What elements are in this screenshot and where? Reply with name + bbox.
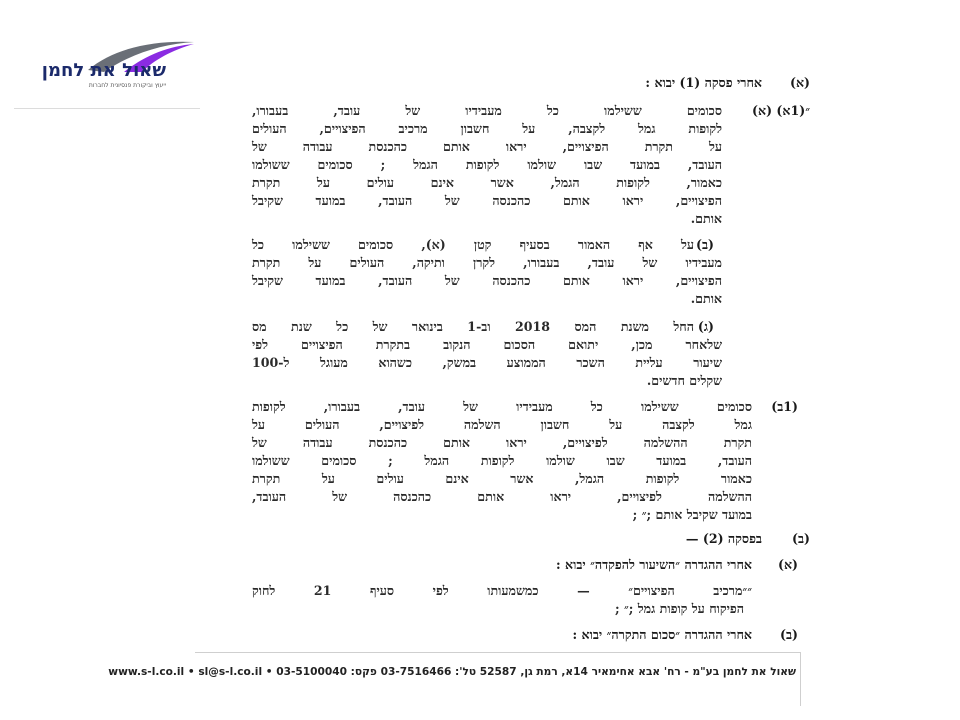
paragraph-line: החל משנת המס 2018 וב-1 בינואר של כל שנת מס [252, 319, 694, 334]
paragraph-line: העובד, במועד שבו שולמו לקופות הגמל ; סכומים ששולמו [252, 157, 722, 172]
paragraph-line: לקופות גמל לקצבה, על חשבון מרכיב הפיצויים, העולים [252, 121, 722, 136]
paragraph-line: על תקרת הפיצויים, יראו אותם כהכנסת עבודה של [252, 139, 722, 154]
paragraph-line: הפיצויים, יראו אותם כהכנסה של העובד, במועד שקיבל [252, 193, 722, 208]
logo-name: שאול את לחמן [41, 60, 166, 81]
paragraph-line: הפיצויים, יראו אותם כהכנסה של העובד, במועד שקיבל [252, 273, 722, 288]
legal-text-page [250, 70, 810, 645]
paragraph-line: אותם. [690, 211, 722, 226]
paragraph-line: שלאחר מכן, יתואם הסכום הנקוב בתקרת הפיצויים לפי [252, 337, 722, 352]
clause-label: (ג) [697, 319, 714, 334]
paragraph-line: סכומים ששילמו כל מעבידיו של עובד, בעבורו, [252, 103, 722, 118]
paragraph-line: העובד, במועד שבו שולמו לקופות הגמל ; סכומים ששולמו [252, 453, 752, 468]
clause-text: אחרי פסקה (1) יבוא : [645, 75, 762, 90]
paragraph [252, 398, 752, 524]
paragraph-line: תקרת ההשלמה לפיצויים, יראו אותם כהכנסת עבודה של [252, 435, 752, 450]
clause-label: (א) [789, 75, 810, 90]
clause-text: אחרי ההגדרה ״השיעור להפקדה״ יבוא : [555, 557, 752, 572]
clause-label: (ב) [792, 531, 810, 546]
paragraph-line: הפיקוח על קופות גמל ;״ ; [614, 601, 744, 616]
clause-label: (א) [777, 557, 798, 572]
paragraph-line: שקלים חדשים. [646, 373, 722, 388]
paragraph [252, 236, 722, 308]
header-divider [14, 108, 200, 109]
paragraph-line: ״״מרכיב הפיצויים״ — כמשמעותו לפי סעיף 21 לחוק [252, 583, 752, 598]
paragraph [252, 318, 722, 390]
clause-text: בפסקה (2) — [685, 531, 762, 546]
paragraph-line: שיעור עליית השכר הממוצע במשק, כשהוא מעוגל ל-100 [252, 355, 722, 370]
paragraph-line: על אף האמור בסעיף קטן (א), סכומים ששילמו כל [252, 237, 694, 252]
paragraph-line: כאמור לקופות הגמל, אשר אינם עולים על תקרת [252, 471, 752, 486]
clause-label: (1ב) [771, 399, 798, 414]
footer-vertical-divider [800, 652, 801, 706]
paragraph-line: כאמור, לקופות הגמל, אשר אינם עולים על תקרת [252, 175, 722, 190]
paragraph [252, 582, 752, 618]
logo-tagline: ייעוץ וביקורת פנסיונית לחברות [88, 82, 166, 89]
paragraph-line: במועד שקיבל אותם ;״ ; [632, 507, 752, 522]
footer-divider [195, 652, 801, 653]
paragraph-line: סכומים ששילמו כל מעבידיו של עובד, בעבורו, לקופות [252, 399, 752, 414]
clause-label: (ב) [696, 237, 714, 252]
clause-text: אחרי ההגדרה ״סכום התקרה״ יבוא : [572, 627, 752, 642]
paragraph-line: אותם. [690, 291, 722, 306]
clause-label: (ב) [780, 627, 798, 642]
paragraph-line: מעבידיו של עובד, בעבורו, לקרן ותיקה, העולים על תקרת [252, 255, 722, 270]
footer-contact: שאול את לחמן בע"מ - רח' אבא אחימאיר 14א, רמת גן, 52587 טל': 03-7516466 פקס: 03-5100040 • www.s-l.co.il • sl@s-l.co.il [108, 666, 796, 678]
company-logo [40, 38, 200, 94]
paragraph-line: גמל לקצבה על חשבון השלמה לפיצויים, העולים על [252, 417, 752, 432]
clause-label: ״(1א) (א) [752, 103, 810, 118]
paragraph-line: ההשלמה לפיצויים, יראו אותם כהכנסה של העובד, [252, 489, 752, 504]
paragraph [252, 102, 722, 228]
